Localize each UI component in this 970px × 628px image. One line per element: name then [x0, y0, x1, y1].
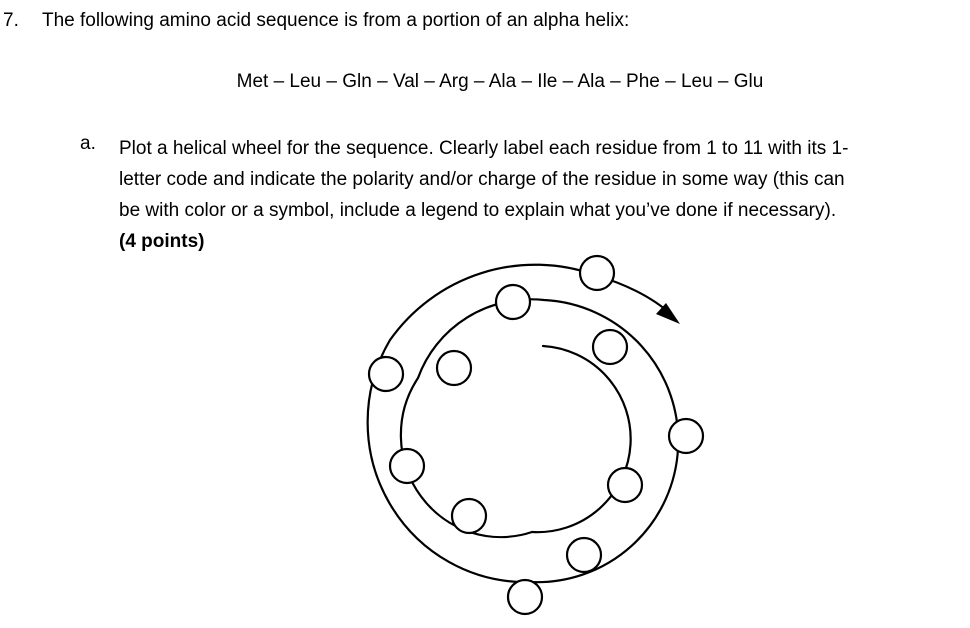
residue-slot[interactable]	[608, 468, 642, 502]
residue-slot[interactable]	[669, 419, 703, 453]
instruction-line: letter code and indicate the polarity and/or charge of the residue in some way (this can	[119, 169, 845, 190]
part-a-letter: a.	[80, 133, 96, 154]
residue-slot[interactable]	[593, 330, 627, 364]
question-stem: The following amino acid sequence is from a portion of an alpha helix:	[42, 10, 630, 31]
residue-slot[interactable]	[452, 499, 486, 533]
residue-slot[interactable]	[437, 351, 471, 385]
residue-slots	[369, 256, 703, 614]
residue-slot[interactable]	[390, 449, 424, 483]
amino-acid-sequence: Met – Leu – Gln – Val – Arg – Ala – Ile – Ala – Phe – Leu – Glu	[236, 71, 764, 92]
residue-slot[interactable]	[580, 256, 614, 290]
residue-slot[interactable]	[369, 357, 403, 391]
question-number: 7.	[3, 10, 19, 31]
points-label: (4 points)	[119, 231, 205, 252]
residue-slot[interactable]	[496, 285, 530, 319]
instruction-line: Plot a helical wheel for the sequence. Clearly label each residue from 1 to 11 with its 1-	[119, 138, 849, 159]
residue-slot[interactable]	[567, 538, 601, 572]
instruction-line: be with color or a symbol, include a legend to explain what you’ve done if necessary).	[119, 200, 837, 221]
residue-slot[interactable]	[508, 580, 542, 614]
